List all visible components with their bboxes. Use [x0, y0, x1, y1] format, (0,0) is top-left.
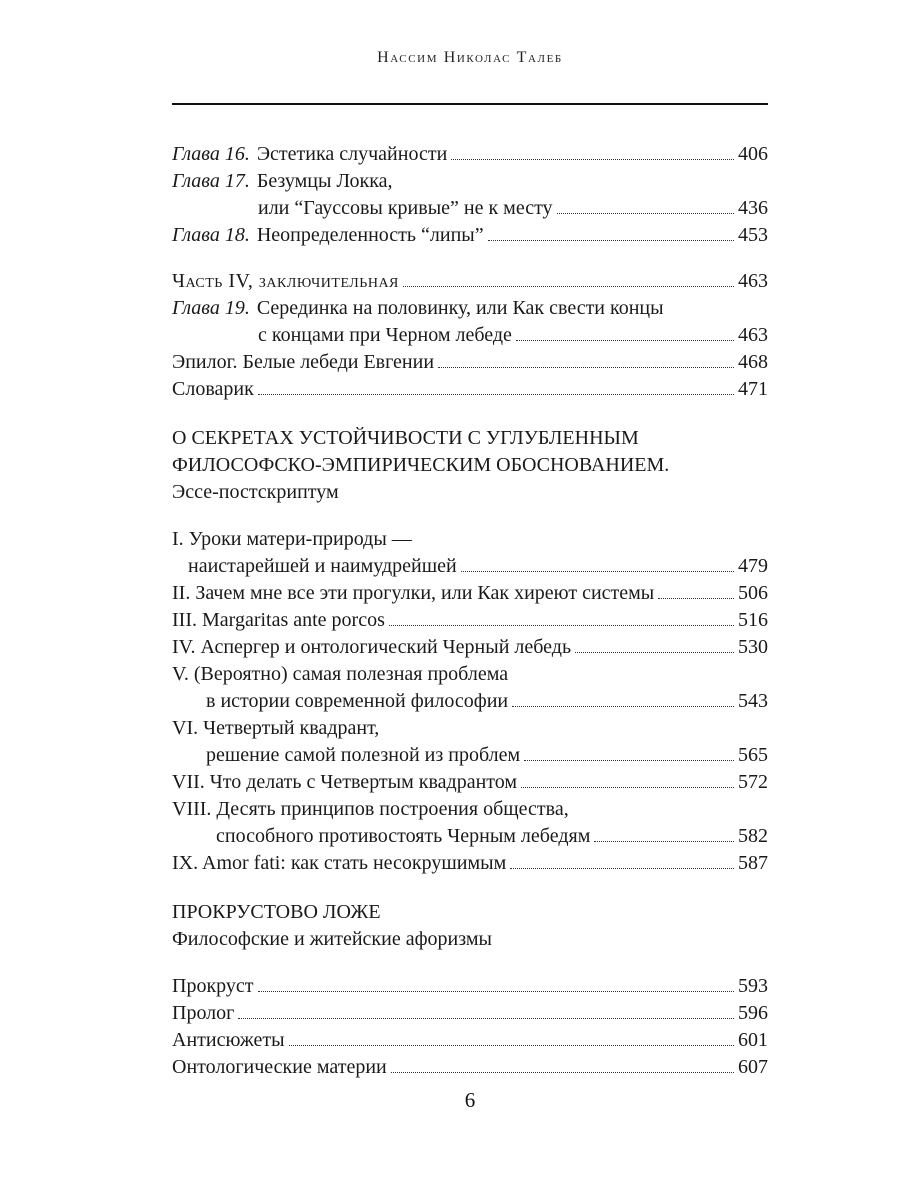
entry-title: II. Зачем мне все эти прогулки, или Как хиреют системы [172, 582, 655, 604]
page-ref: 453 [738, 224, 768, 246]
entry-title: Пролог [172, 1002, 235, 1024]
section-subtitle: Философские и житейские афоризмы [172, 928, 492, 950]
toc-entry[interactable] [172, 769, 768, 796]
toc-entry-continuation[interactable] [172, 322, 768, 349]
page-ref: 582 [738, 825, 768, 847]
toc-entry[interactable] [172, 168, 768, 195]
entry-title: VI. Четвертый квадрант, [172, 717, 380, 739]
leader-dots [557, 212, 734, 214]
chapter-label: Глава 19. [172, 297, 250, 319]
entry-title: Эпилог. Белые лебеди Евгении [172, 351, 435, 373]
entry-title: Онтологические материи [172, 1056, 387, 1078]
page-ref: 543 [738, 690, 768, 712]
toc-entry[interactable] [172, 349, 768, 376]
toc-entry[interactable] [172, 607, 768, 634]
page-ref: 587 [738, 852, 768, 874]
entry-title: способного противостоять Черным лебедям [216, 825, 591, 847]
leader-dots [594, 840, 734, 842]
page-ref: 406 [738, 143, 768, 165]
chapter-label: Глава 16. [172, 143, 250, 165]
entry-title: Безумцы Локка, [256, 170, 393, 192]
entry-title: Словарик [172, 378, 254, 400]
toc-entry[interactable] [172, 141, 768, 168]
page-ref: 596 [738, 1002, 768, 1024]
toc-entry[interactable] [172, 526, 768, 553]
part-title: Часть IV, заключительная [172, 270, 399, 292]
section-heading: ПРОКРУСТОВО ЛОЖЕ [172, 901, 381, 923]
toc-entry[interactable] [172, 796, 768, 823]
entry-title: I. Уроки матери-природы — [172, 528, 412, 550]
toc-entry[interactable] [172, 580, 768, 607]
page-ref: 463 [738, 270, 768, 292]
page-ref: 471 [738, 378, 768, 400]
leader-dots [461, 570, 734, 572]
leader-dots [658, 597, 734, 599]
toc-entry[interactable] [172, 715, 768, 742]
entry-title: с концами при Черном лебеде [258, 324, 512, 346]
toc-entry[interactable] [172, 268, 768, 295]
section-subtitle: Эссе-постскриптум [172, 481, 339, 503]
entry-title: в истории современной философии [206, 690, 509, 712]
section-heading-line: О СЕКРЕТАХ УСТОЙЧИВОСТИ С УГЛУБЛЕННЫМ [172, 427, 639, 449]
leader-dots [451, 158, 734, 160]
entry-title: Антисюжеты [172, 1029, 285, 1051]
toc-entry-continuation[interactable] [172, 195, 768, 222]
leader-dots [510, 867, 734, 869]
toc-entry[interactable] [172, 1027, 768, 1054]
page-number: 6 [464, 1088, 476, 1112]
toc-entry[interactable] [172, 295, 768, 322]
toc-entry[interactable] [172, 1054, 768, 1081]
leader-dots [438, 366, 734, 368]
leader-dots [488, 239, 734, 241]
toc-entry[interactable] [172, 634, 768, 661]
toc-entry[interactable] [172, 222, 768, 249]
page-ref: 468 [738, 351, 768, 373]
entry-title: Серединка на половинку, или Как свести концы [256, 297, 664, 319]
leader-dots [403, 285, 734, 287]
toc-entry[interactable] [172, 376, 768, 403]
running-head-text: Нассим Николас Талеб [377, 49, 563, 66]
entry-title: III. Margaritas ante porcos [172, 609, 385, 631]
page-ref: 479 [738, 555, 768, 577]
page-ref: 565 [738, 744, 768, 766]
toc-entry[interactable] [172, 1000, 768, 1027]
entry-title: или “Гауссовы кривые” не к месту [258, 197, 553, 219]
entry-title: VII. Что делать с Четвертым квадрантом [172, 771, 518, 793]
toc-entry-continuation[interactable] [172, 688, 768, 715]
toc-entry[interactable] [172, 850, 768, 877]
leader-dots [524, 759, 734, 761]
leader-dots [521, 786, 734, 788]
leader-dots [289, 1044, 734, 1046]
entry-title: Прокруст [172, 975, 254, 997]
toc-entry[interactable] [172, 973, 768, 1000]
running-head [172, 49, 768, 67]
page-ref: 593 [738, 975, 768, 997]
entry-title: Неопределенность “липы” [256, 224, 484, 246]
leader-dots [389, 624, 734, 626]
entry-title: Эстетика случайности [256, 143, 448, 165]
page-ref: 436 [738, 197, 768, 219]
entry-title: IX. Amor fati: как стать несокрушимым [172, 852, 507, 874]
entry-title: V. (Вероятно) самая полезная проблема [172, 663, 509, 685]
entry-title: решение самой полезной из проблем [206, 744, 521, 766]
toc-entry[interactable] [172, 661, 768, 688]
leader-dots [238, 1017, 734, 1019]
header-rule [172, 103, 768, 105]
page-ref: 516 [738, 609, 768, 631]
leader-dots [258, 990, 734, 992]
page-ref: 607 [738, 1056, 768, 1078]
page-ref: 572 [738, 771, 768, 793]
leader-dots [516, 339, 734, 341]
toc-entry-continuation[interactable] [172, 742, 768, 769]
table-of-contents [172, 141, 768, 1081]
entry-title: VIII. Десять принципов построения общества, [172, 798, 569, 820]
leader-dots [391, 1071, 734, 1073]
section-heading-line: ФИЛОСОФСКО-ЭМПИРИЧЕСКИМ ОБОСНОВАНИЕМ. [172, 454, 670, 476]
page-ref: 530 [738, 636, 768, 658]
page-ref: 463 [738, 324, 768, 346]
chapter-label: Глава 18. [172, 224, 250, 246]
entry-title: IV. Аспергер и онтологический Черный лебедь [172, 636, 572, 658]
toc-entry-continuation[interactable] [172, 823, 768, 850]
chapter-label: Глава 17. [172, 170, 250, 192]
entry-title: наистарейшей и наимудрейшей [188, 555, 457, 577]
leader-dots [512, 705, 734, 707]
leader-dots [575, 651, 734, 653]
page-ref: 601 [738, 1029, 768, 1051]
page-ref: 506 [738, 582, 768, 604]
toc-entry-continuation[interactable] [172, 553, 768, 580]
leader-dots [258, 393, 734, 395]
